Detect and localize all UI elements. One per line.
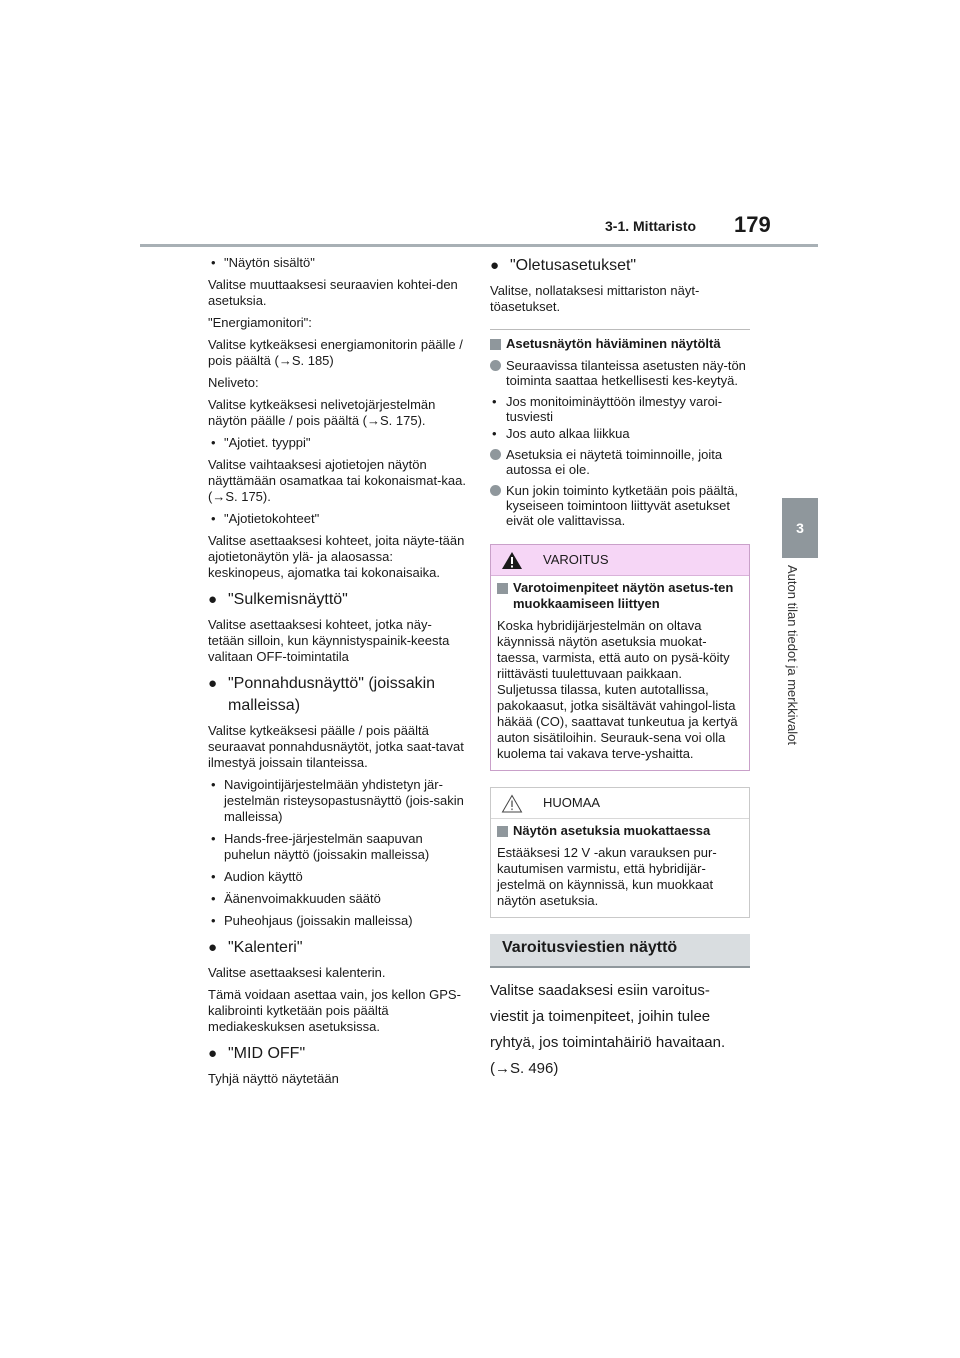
paragraph: Valitse asettaaksesi kohteet, joita näyte-tään ajotietonäytön ylä- ja alaosassa: keskinopeus, ajomatka tai kokonaisaika. — [208, 533, 465, 580]
circle-bullet-icon — [490, 449, 501, 460]
bullet-icon: • — [211, 869, 216, 884]
subheading-oletusasetukset: ● "Oletusasetukset" — [490, 255, 750, 277]
bullet-icon: • — [211, 777, 216, 792]
list-item: • "Näytön sisältö" — [211, 255, 315, 270]
body-text: ryhtyä, jos toimintahäiriö havaitaan. — [490, 1034, 726, 1051]
paragraph: Neliveto: — [208, 375, 259, 390]
section-divider — [490, 329, 750, 330]
paragraph: Valitse kytkeäksesi päälle / pois päältä seuraavat ponnahdusnäytöt, jotka saat-tavat ilmestyä joissain tilanteissa. — [208, 723, 464, 770]
list-item: • Äänenvoimakkuuden säätö — [211, 891, 381, 906]
list-item: • Puheohjaus (joissakin malleissa) — [211, 913, 413, 928]
notice-box-header — [491, 788, 749, 819]
subheading-continued: malleissa) — [228, 697, 301, 714]
square-icon — [497, 826, 508, 837]
filled-circle-icon: ● — [490, 257, 500, 274]
bullet-icon: • — [211, 913, 216, 928]
notice-triangle-icon — [501, 794, 523, 818]
bullet-icon: • — [492, 426, 497, 441]
section-title: 3-1. Mittaristo — [605, 218, 697, 234]
bullet-icon: • — [492, 394, 497, 409]
subheading-ponnahdusnaytto: ● "Ponnahdusnäyttö" (joissakin — [208, 673, 466, 695]
list-item: Seuraavissa tilanteissa asetusten näy-tön toiminta saattaa hetkellisesti kes-keytyä. — [490, 358, 750, 388]
filled-circle-icon: ● — [208, 939, 218, 956]
body-text: viestit ja toimenpiteet, joihin tulee — [490, 1008, 711, 1025]
list-item: • Navigointijärjestelmään yhdistetyn jär-jestelmän risteysopastusnäyttö (jois-sakin malleissa) — [211, 777, 464, 824]
section-heading: Asetusnäytön häviäminen näytöltä — [490, 336, 750, 352]
warning-box-header — [491, 545, 749, 576]
chapter-tab: 3 — [782, 498, 818, 558]
square-icon — [497, 583, 508, 594]
notice-box — [490, 787, 750, 918]
warning-triangle-icon — [501, 551, 523, 575]
paragraph: Valitse, nollataksesi mittariston näyt-töasetukset. — [490, 283, 700, 314]
subheading-mid-off: ● "MID OFF" — [208, 1043, 466, 1065]
square-icon — [490, 339, 501, 350]
page-number: 179 — [734, 212, 771, 237]
list-item: • Jos monitoiminäyttöön ilmestyy varoi-tusviesti — [492, 394, 723, 424]
filled-circle-icon: ● — [208, 591, 218, 608]
page-reference: (→S. 496) — [490, 1060, 559, 1077]
paragraph: Valitse kytkeäksesi nelivetojärjestelmän näytön päälle / pois päältä (→S. 175). — [208, 397, 436, 428]
paragraph: Valitse asettaaksesi kalenterin. — [208, 965, 386, 980]
body-text: Valitse saadaksesi esiin varoitus- — [490, 982, 710, 999]
list-item: Asetuksia ei näytetä toiminnoille, joita autossa ei ole. — [490, 447, 750, 477]
warning-label: VAROITUS — [543, 552, 609, 567]
paragraph: Valitse vaihtaaksesi ajotietojen näytön näyttämään osamatkaa tai kokonaismat-kaa. (→S. 175). — [208, 457, 466, 504]
list-item: Kun jokin toiminto kytketään pois päältä, kyseiseen toimintoon liittyvät asetukset eivät ole valittavissa. — [490, 483, 750, 528]
subheading-sulkemisnaytto: ● "Sulkemisnäyttö" — [208, 589, 466, 611]
left-column — [208, 255, 466, 1093]
bullet-icon: • — [211, 891, 216, 906]
bullet-icon: • — [211, 831, 216, 846]
warning-box — [490, 544, 750, 771]
right-column — [490, 255, 750, 1082]
paragraph: Valitse kytkeäksesi energiamonitorin päälle / pois päältä (→S. 185) — [208, 337, 463, 368]
list-item: • Hands-free-järjestelmän saapuvan puhelun näyttö (joissakin malleissa) — [211, 831, 430, 862]
filled-circle-icon: ● — [208, 1045, 218, 1062]
list-item: • Jos auto alkaa liikkua — [492, 426, 630, 441]
circle-bullet-icon — [490, 485, 501, 496]
warning-text: Koska hybridijärjestelmän on oltava käynnissä näytön asetuksia muokat-taessa, varmista, että auto on pysä-köity riittävästi tuulettuvaan paikkaan. Suljetussa tilassa, kuten autotallissa, pakokaasut, jotka sisältävät vahingol-lista häkää (CO), saattavat tunkeutua ja kertyä auton sisätiloihin. Seurauk-sena voi olla kuolema tai vakava terve-yshaitta. — [497, 618, 738, 761]
warning-subheading: Varotoimenpiteet näytön asetus-ten muokkaamiseen liittyen — [497, 580, 743, 612]
notice-label: HUOMAA — [543, 795, 601, 810]
paragraph: Valitse asettaaksesi kohteet, jotka näy-tetään silloin, kun käynnistyspainik-keesta valitaan OFF-toimintatila — [208, 617, 450, 664]
topic-heading: Varoitusviestien näyttö — [490, 934, 750, 968]
bullet-icon: • — [211, 511, 216, 526]
filled-circle-icon: ● — [208, 675, 218, 692]
bullet-icon: • — [211, 255, 216, 270]
list-item: • "Ajotietokohteet" — [211, 511, 320, 526]
list-item: • Audion käyttö — [211, 869, 303, 884]
list-item: • "Ajotiet. tyyppi" — [211, 435, 311, 450]
notice-subheading: Näytön asetuksia muokattaessa — [497, 823, 743, 839]
circle-bullet-icon — [490, 360, 501, 371]
bullet-icon: • — [211, 435, 216, 450]
paragraph: Tämä voidaan asettaa vain, jos kellon GPS-kalibrointi kytketään pois päältä mediakeskuksen asetuksissa. — [208, 987, 461, 1034]
header-rule — [140, 244, 818, 247]
paragraph: Valitse muuttaaksesi seuraavien kohtei-den asetuksia. — [208, 277, 458, 308]
warning-box-body — [491, 576, 749, 770]
notice-text: Estääksesi 12 V -akun varauksen pur-kautumisen varmistu, että hybridijär-jestelmä on käynnissä, kun muokkaat näytön asetuksia. — [497, 845, 717, 908]
notice-box-body — [491, 819, 749, 917]
chapter-title: Auton tilan tiedot ja merkkivalot — [785, 565, 800, 745]
paragraph: Tyhjä näyttö näytetään — [208, 1071, 339, 1086]
subheading-kalenteri: ● "Kalenteri" — [208, 937, 466, 959]
paragraph: "Energiamonitori": — [208, 315, 312, 330]
